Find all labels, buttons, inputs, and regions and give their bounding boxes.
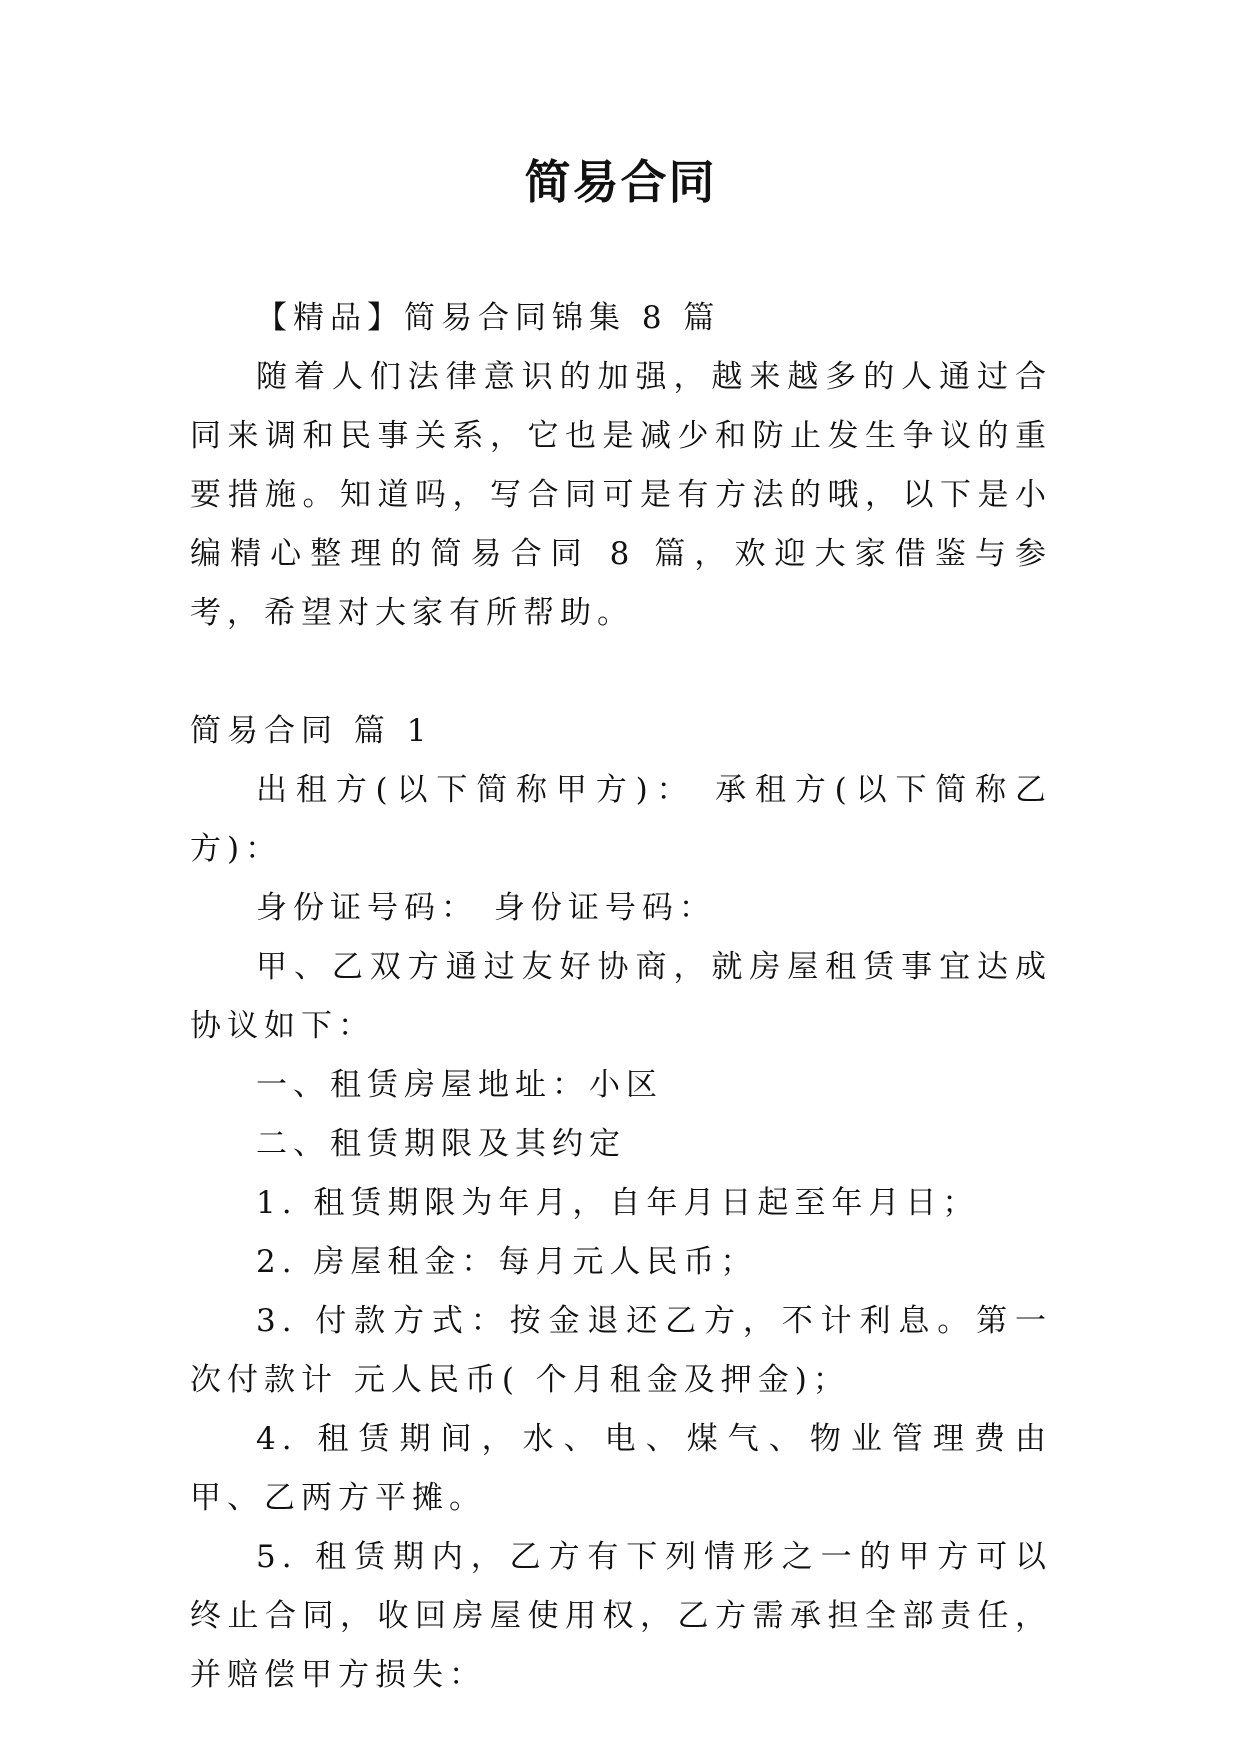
intro-paragraph: 随着人们法律意识的加强，越来越多的人通过合同来调和民事关系，它也是减少和防止发生争议的重要措施。知道吗，写合同可是有方法的哦，以下是小编精心整理的简易合同 8 篇，欢迎大家借鉴与参考，希望对大家有所帮助。 <box>190 359 1052 631</box>
section-heading: 简易合同 篇 1 <box>190 713 433 749</box>
contract-paragraph: 1. 租赁期限为年月，自年月日起至年月日； <box>256 1185 980 1221</box>
contract-paragraph: 3. 付款方式：按金退还乙方，不计利息。第一次付款计 元人民币( 个月租金及押金)； <box>190 1303 1052 1398</box>
document-body <box>190 289 1052 1705</box>
contract-paragraph: 2. 房屋租金：每月元人民币； <box>256 1244 758 1280</box>
contract-paragraph: 二、租赁期限及其约定 <box>256 1126 626 1162</box>
contract-paragraph: 4. 租赁期间，水、电、煤气、物业管理费由甲、乙两方平摊。 <box>190 1421 1052 1516</box>
contract-paragraph: 甲、乙双方通过友好协商，就房屋租赁事宜达成协议如下： <box>190 949 1052 1044</box>
contract-paragraph: 身份证号码： 身份证号码： <box>256 890 716 926</box>
document-title: 简易合同 <box>524 155 717 209</box>
contract-paragraph: 5. 租赁期内，乙方有下列情形之一的甲方可以终止合同，收回房屋使用权，乙方需承担全部责任，并赔偿甲方损失： <box>190 1539 1052 1693</box>
document-subtitle: 【精品】简易合同锦集 8 篇 <box>256 300 721 336</box>
contract-paragraph: 一、租赁房屋地址：小区 <box>256 1067 663 1103</box>
paragraph-spacer <box>190 643 1052 702</box>
contract-paragraph: 出租方(以下简称甲方)： 承租方(以下简称乙方)： <box>190 772 1052 867</box>
